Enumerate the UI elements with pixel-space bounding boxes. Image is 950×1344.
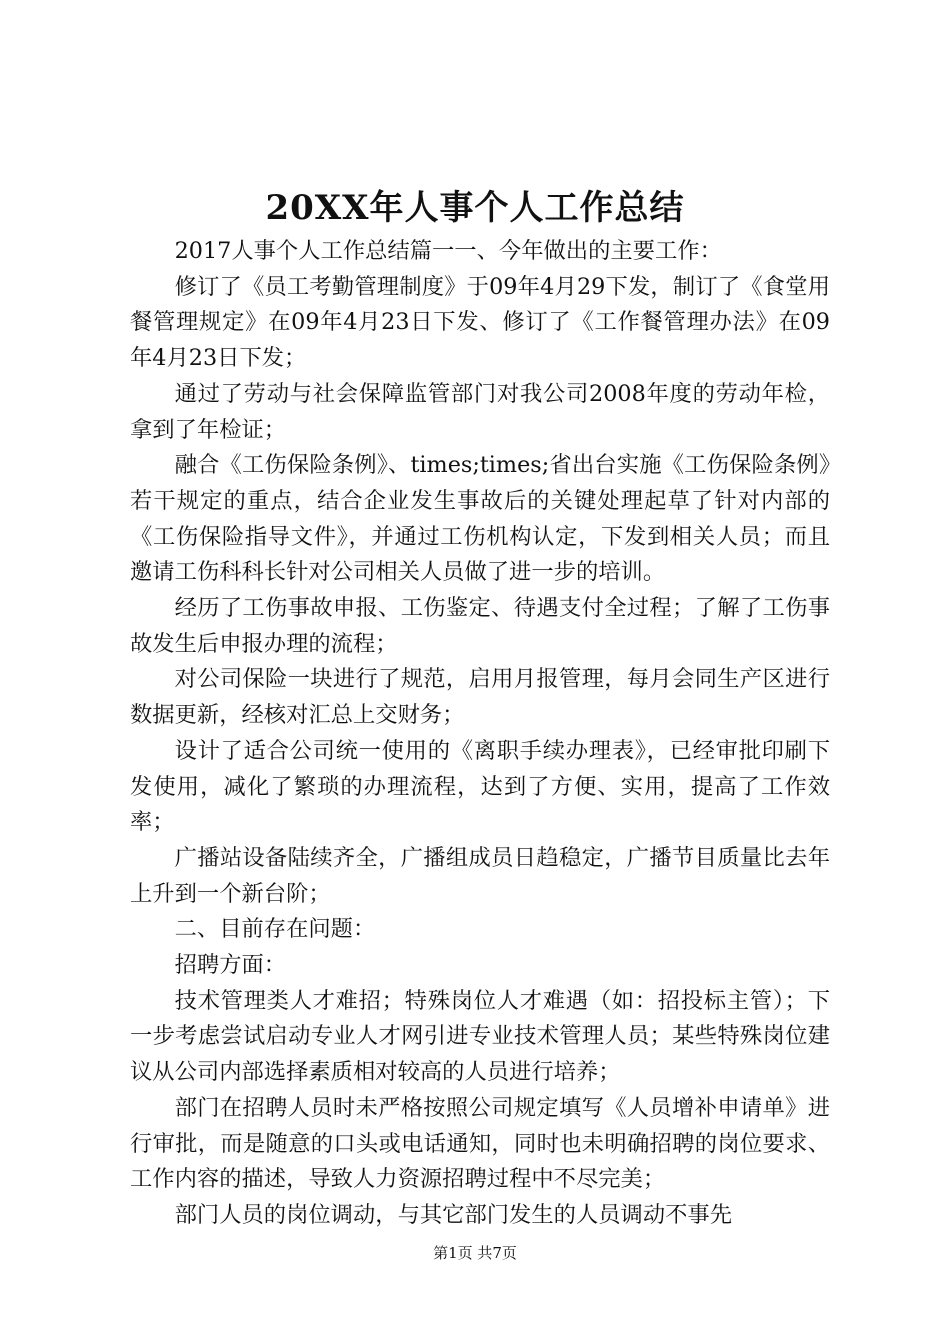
section-heading: 二、目前存在问题： xyxy=(174,916,376,943)
paragraph: 通过了劳动与社会保障监管部门对我公司2008年度的劳动年检，拿到了年检证； xyxy=(130,380,830,443)
paragraph: 部门在招聘人员时未严格按照公司规定填写《人员增补申请单》进行审批，而是随意的口头或电话通知，同时也未明确招聘的岗位要求、工作内容的描述，导致人力资源招聘过程中不尽完美； xyxy=(130,1094,830,1193)
paragraph: 修订了《员工考勤管理制度》于09年4月29下发，制订了《食堂用餐管理规定》在09年4月23日下发、修订了《工作餐管理办法》在09年4月23日下发； xyxy=(130,273,830,372)
page-footer: 第1页 共7页 xyxy=(433,1244,517,1262)
paragraph: 融合《工伤保险条例》、times;times;省出台实施《工伤保险条例》若干规定的重点，结合企业发生事故后的关键处理起草了针对内部的《工伤保险指导文件》，并通过工伤机构认定，下发到相关人员；而且邀请工伤科科长针对公司相关人员做了进一步的培训。 xyxy=(130,452,830,586)
paragraph: 设计了适合公司统一使用的《离职手续办理表》，已经审批印刷下发使用，减化了繁琐的办理流程，达到了方便、实用，提高了工作效率； xyxy=(130,737,830,836)
subsection-heading: 招聘方面： xyxy=(174,952,287,979)
paragraph: 经历了工伤事故申报、工伤鉴定、待遇支付全过程；了解了工伤事故发生后申报办理的流程； xyxy=(130,595,830,657)
paragraph: 广播站设备陆续齐全，广播组成员日趋稳定，广播节目质量比去年上升到一个新台阶； xyxy=(130,844,830,907)
paragraph: 2017人事个人工作总结篇一一、今年做出的主要工作： xyxy=(174,238,722,264)
paragraph: 对公司保险一块进行了规范，启用月报管理，每月会同生产区进行数据更新，经核对汇总上交财务； xyxy=(130,666,830,729)
document-title: 20XX年人事个人工作总结 xyxy=(265,188,685,228)
paragraph: 部门人员的岗位调动，与其它部门发生的人员调动不事先 xyxy=(174,1201,733,1228)
document-body xyxy=(130,234,830,1234)
paragraph: 技术管理类人才难招；特殊岗位人才难遇（如：招投标主管）；下一步考虑尝试启动专业人才网引进专业技术管理人员；某些特殊岗位建议从公司内部选择素质相对较高的人员进行培养； xyxy=(130,987,830,1086)
